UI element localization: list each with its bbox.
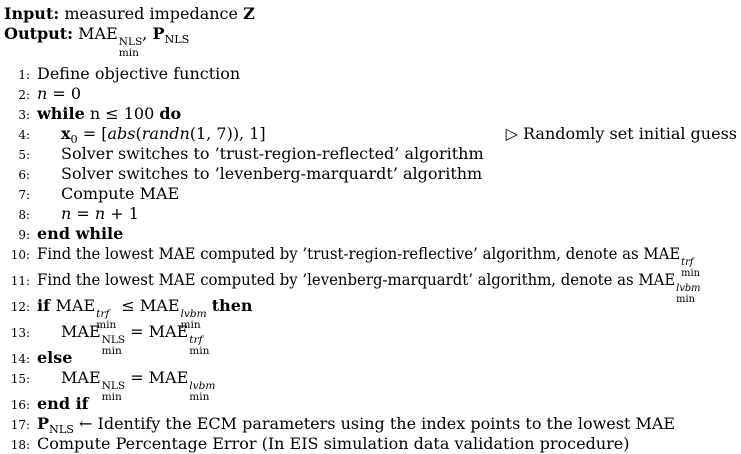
- line-content: [37, 344, 739, 367]
- line-number: 1:: [18, 68, 30, 82]
- algorithm-body: [4, 64, 739, 454]
- text-segment: ,: [142, 24, 153, 43]
- line-number: 3:: [18, 108, 30, 122]
- text-segment: Find the lowest MAE computed by ’levenberg-marquardt’ algorithm, denote as: [37, 270, 639, 289]
- algo-line-5: [4, 144, 739, 164]
- math-base: MAE: [643, 244, 681, 263]
- subscript: min: [101, 390, 122, 403]
- superscript: trf: [96, 307, 110, 320]
- text-segment: Z: [243, 4, 255, 23]
- algo-line-14: [4, 344, 739, 368]
- math-term: [78, 24, 143, 59]
- line-number: 9:: [18, 228, 30, 242]
- line-content: [37, 144, 739, 163]
- text-segment: measured impedance: [59, 4, 244, 23]
- math-base: MAE: [61, 368, 101, 387]
- algo-line-15: [4, 368, 739, 403]
- math-base: MAE: [61, 322, 101, 341]
- algo-line-11: [4, 266, 739, 305]
- text-segment: n ≤ 100: [84, 104, 160, 123]
- line-number: 7:: [18, 188, 30, 202]
- text-segment: ← Identify the ECM parameters using the index points to the lowest MAE: [73, 414, 676, 433]
- line-number: 17:: [10, 418, 30, 432]
- line-number: 6:: [18, 168, 30, 182]
- line-content: [37, 204, 739, 223]
- subscript: min: [676, 292, 695, 305]
- algo-line-10: [4, 244, 739, 279]
- math-term: [37, 414, 74, 436]
- math-term: [148, 318, 210, 357]
- subscript: NLS: [49, 422, 74, 436]
- algo-line-16: [4, 390, 739, 414]
- text-segment: Find the lowest MAE computed by ’trust-region-reflective’ algorithm, denote as: [37, 244, 644, 263]
- algo-line-6: [4, 164, 739, 184]
- line-number: 15:: [10, 372, 30, 386]
- line-content: [37, 184, 739, 203]
- text-segment: else: [37, 348, 73, 367]
- algo-line-2: [4, 84, 739, 104]
- line-text: [37, 348, 72, 367]
- input-declaration: [4, 4, 255, 23]
- text-segment: then: [211, 296, 253, 315]
- line-text: [37, 184, 179, 203]
- text-segment: end if: [37, 394, 89, 413]
- line-number: 11:: [10, 274, 30, 288]
- line-content: [37, 104, 739, 123]
- line-number: 4:: [18, 128, 30, 142]
- subscript: 0: [70, 132, 78, 146]
- algo-output-line: [4, 24, 739, 59]
- line-text: [37, 266, 701, 305]
- superscript: trf: [681, 255, 694, 268]
- algo-line-17: [4, 414, 739, 434]
- line-text: [37, 224, 123, 243]
- line-number: 8:: [18, 208, 30, 222]
- subscript: min: [101, 344, 122, 357]
- text-segment: Compute MAE: [61, 184, 180, 203]
- algo-line-8: [4, 204, 739, 224]
- line-number: 13:: [10, 326, 30, 340]
- output-declaration: [4, 24, 189, 59]
- line-number: 12:: [10, 300, 30, 314]
- math-base: P: [152, 24, 165, 43]
- superscript: NLS: [101, 333, 126, 346]
- subscript: min: [189, 344, 210, 357]
- subscript: min: [681, 266, 700, 279]
- math-base: MAE: [78, 24, 118, 43]
- line-text: [37, 64, 240, 83]
- line-content: [37, 224, 739, 243]
- line-number: 10:: [10, 248, 30, 262]
- text-segment: Define objective function: [37, 64, 241, 83]
- math-base: MAE: [148, 322, 189, 341]
- text-segment: Output:: [4, 24, 74, 43]
- line-text: [37, 394, 89, 413]
- math-term: [61, 368, 126, 403]
- math-base: x: [61, 124, 71, 143]
- superscript: NLS: [118, 35, 143, 48]
- algo-line-7: [4, 184, 739, 204]
- text-segment: =: [71, 204, 95, 223]
- algorithm-header: [4, 4, 739, 59]
- math-term: [643, 244, 700, 279]
- text-segment: n: [94, 204, 106, 223]
- sup-sub-stack: [119, 37, 142, 59]
- algo-line-1: [4, 64, 739, 84]
- superscript: NLS: [101, 379, 126, 392]
- text-segment: Compute Percentage Error (In EIS simulation data validation procedure): [37, 434, 630, 453]
- algo-line-13: [4, 318, 739, 357]
- text-segment: =: [125, 368, 149, 387]
- inline-comment: ▷ Randomly set initial guess: [505, 124, 737, 143]
- text-segment: end while: [37, 224, 124, 243]
- subscript: min: [180, 318, 201, 331]
- math-term: [148, 368, 216, 403]
- line-text: [37, 434, 629, 453]
- text-segment: =: [125, 322, 149, 341]
- subscript: min: [189, 390, 210, 403]
- algo-line-4: [4, 124, 739, 144]
- math-base: MAE: [139, 296, 180, 315]
- subscript: min: [118, 46, 139, 59]
- math-base: MAE: [638, 270, 676, 289]
- line-content: [37, 390, 739, 413]
- line-number: 18:: [10, 438, 30, 452]
- math-base: MAE: [148, 368, 189, 387]
- math-base: MAE: [55, 296, 96, 315]
- line-number: 16:: [10, 398, 30, 412]
- text-segment: do: [159, 104, 182, 123]
- text-segment: (: [135, 124, 142, 143]
- superscript: lvbm: [180, 307, 207, 320]
- line-number: 5:: [18, 148, 30, 162]
- text-segment: Solver switches to ’trust-region-reflected’ algorithm: [61, 144, 484, 163]
- text-segment: + 1: [105, 204, 139, 223]
- math-term: [61, 318, 126, 357]
- line-content: [37, 266, 739, 305]
- sup-sub-stack: [676, 283, 700, 305]
- algo-input-line: [4, 4, 739, 24]
- superscript: trf: [189, 333, 203, 346]
- line-number: 2:: [18, 88, 30, 102]
- text-segment: randn: [141, 124, 190, 143]
- algo-line-9: [4, 224, 739, 244]
- superscript: lvbm: [676, 281, 701, 294]
- line-content: [37, 84, 739, 103]
- line-number: 14:: [10, 352, 30, 366]
- math-base: P: [37, 414, 50, 433]
- subscript: min: [96, 318, 117, 331]
- line-text: [37, 204, 139, 223]
- text-segment: (1, 7)), 1]: [189, 124, 266, 143]
- text-segment: if: [37, 296, 56, 315]
- line-text: [37, 164, 482, 183]
- algo-line-18: [4, 434, 739, 454]
- math-term: [638, 266, 701, 305]
- line-text: [37, 84, 81, 103]
- superscript: lvbm: [189, 379, 216, 392]
- text-segment: Solver switches to ’levenberg-marquardt’ algorithm: [61, 164, 483, 183]
- text-segment: = [: [77, 124, 108, 143]
- text-segment: = 0: [47, 84, 82, 103]
- line-text: [37, 144, 484, 163]
- text-segment: n: [37, 84, 48, 103]
- text-segment: while: [37, 104, 85, 123]
- subscript: NLS: [164, 32, 190, 46]
- algo-line-3: [4, 104, 739, 124]
- text-segment: ≤: [116, 296, 140, 315]
- math-term: [152, 24, 190, 46]
- line-content: [37, 434, 739, 453]
- text-segment: n: [61, 204, 72, 223]
- line-content: [37, 64, 739, 83]
- line-text: [37, 104, 181, 123]
- line-content: [37, 164, 739, 183]
- text-segment: Input:: [4, 4, 60, 23]
- math-term: [61, 124, 78, 146]
- text-segment: abs: [107, 124, 136, 143]
